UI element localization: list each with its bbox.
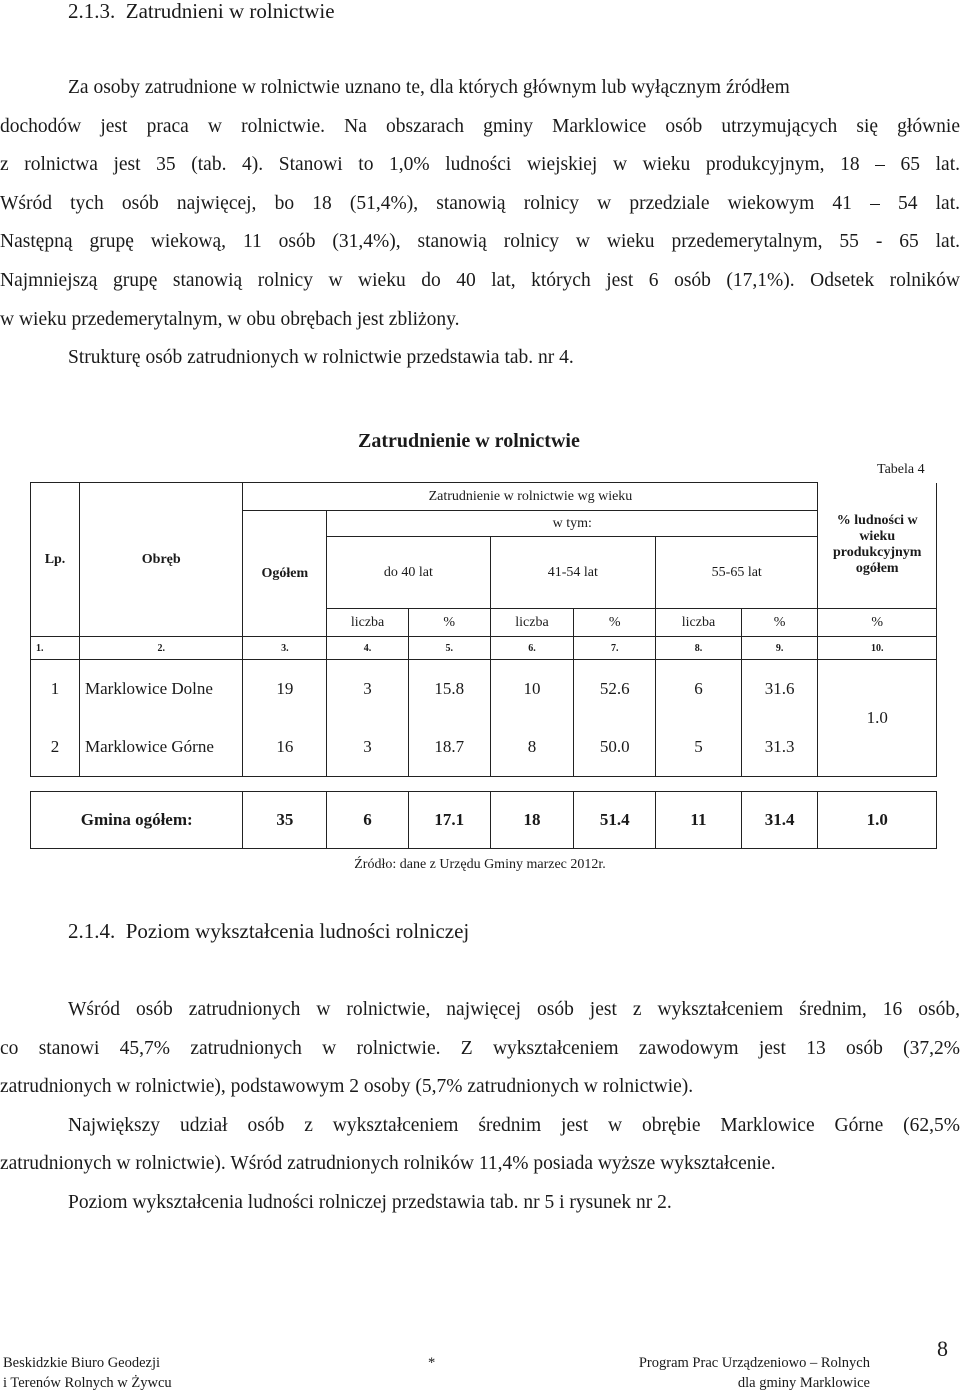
header-w-tym: w tym: xyxy=(327,511,818,537)
cell-value: 50.0 xyxy=(574,718,656,777)
cell-lp: 2 xyxy=(31,718,80,777)
table-source: Źródło: dane z Urzędu Gminy marzec 2012r. xyxy=(354,857,606,872)
header-pct: % xyxy=(818,609,937,637)
footer-left xyxy=(3,1353,172,1393)
total-value: 31.4 xyxy=(741,792,818,849)
table-row xyxy=(31,718,937,777)
cell-value: 31.3 xyxy=(741,718,818,777)
header-pct: % xyxy=(741,609,818,637)
cell-value: 52.6 xyxy=(574,660,656,719)
para-line: Najmniejszą grupę stanowią rolnicy w wieku do 40 lat, których jest 6 osób (17,1%). Odsetek rolników xyxy=(0,269,960,291)
cell-value: 31.6 xyxy=(741,660,818,719)
para-line: Strukturę osób zatrudnionych w rolnictwie przedstawia tab. nr 4. xyxy=(68,347,574,369)
cell-pct-population: 1.0 xyxy=(818,660,937,777)
heading-number: 2.1.4. xyxy=(68,919,116,943)
total-value: 11 xyxy=(656,792,742,849)
footer-company: Beskidzkie Biuro Geodezji xyxy=(3,1355,161,1371)
heading-text: Zatrudnieni w rolnictwie xyxy=(125,0,335,23)
para-line: Wśród tych osób najwięcej, bo 18 (51,4%), stanowią rolnicy w przedziale wiekowym 41 – 54 lat. xyxy=(0,192,960,214)
para-line: Za osoby zatrudnione w rolnictwie uznano te, dla których głównym lub wyłącznym źródłem xyxy=(68,77,790,98)
cell-ogolem: 19 xyxy=(243,660,327,719)
para-line: z rolnictwa jest 35 (tab. 4). Stanowi to 1,0% ludności wiejskiej w wieku produkcyjnym, 18 – 65 lat. xyxy=(0,154,960,176)
cell-value: 18.7 xyxy=(408,718,490,777)
cell-obreb: Marklowice Górne xyxy=(80,718,243,777)
header-pct: % xyxy=(574,609,656,637)
total-value: 17.1 xyxy=(408,792,490,849)
para-line: Największy udział osób z wykształceniem średnim jest w obrębie Marklowice Górne (62,5% xyxy=(68,1114,960,1136)
column-number: 9. xyxy=(741,637,818,660)
section1-paragraph xyxy=(0,69,960,378)
cell-obreb: Marklowice Dolne xyxy=(80,660,243,719)
para-line: zatrudnionych w rolnictwie), podstawowym 2 osoby (5,7% zatrudnionych w rolnictwie). xyxy=(0,1076,694,1098)
header-pct: % xyxy=(408,609,490,637)
column-number: 4. xyxy=(327,637,409,660)
footer-company-sub: i Terenów Rolnych w Żywcu xyxy=(3,1375,172,1391)
total-value: 6 xyxy=(327,792,409,849)
column-number: 1. xyxy=(31,637,80,660)
para-line: co stanowi 45,7% zatrudnionych w rolnictwie. Z wykształceniem zawodowym jest 13 osób (37,2% xyxy=(0,1037,960,1059)
footer-right xyxy=(600,1353,870,1393)
section-heading-2-1-4 xyxy=(68,919,469,944)
header-ogolem: Ogółem xyxy=(243,511,327,637)
cell-value: 3 xyxy=(327,660,409,719)
section-heading-2-1-3 xyxy=(68,0,335,24)
para-line: Następną grupę wiekową, 11 osób (31,4%), stanowią rolnicy w wieku przedemerytalnym, 55 - 65 lat. xyxy=(0,231,960,253)
total-ogolem: 35 xyxy=(243,792,327,849)
total-row xyxy=(31,792,937,849)
column-number: 5. xyxy=(408,637,490,660)
total-pct-population: 1.0 xyxy=(818,792,937,849)
footer-separator: * xyxy=(428,1355,436,1371)
cell-value: 5 xyxy=(656,718,742,777)
cell-value: 6 xyxy=(656,660,742,719)
total-value: 51.4 xyxy=(574,792,656,849)
header-41-54: 41-54 lat xyxy=(490,537,655,609)
heading-number: 2.1.3. xyxy=(68,0,116,23)
column-number: 3. xyxy=(243,637,327,660)
header-liczba: liczba xyxy=(327,609,409,637)
cell-value: 10 xyxy=(490,660,574,719)
header-group: Zatrudnienie w rolnictwie wg wieku xyxy=(243,483,818,511)
footer-program-sub: dla gminy Marklowice xyxy=(737,1375,870,1391)
header-pct-population: % ludności w wieku produkcyjnym ogółem xyxy=(818,483,937,609)
header-do-40: do 40 lat xyxy=(327,537,490,609)
header-lp: Lp. xyxy=(31,483,80,637)
header-liczba: liczba xyxy=(490,609,574,637)
para-line: Poziom wykształcenia ludności rolniczej przedstawia tab. nr 5 i rysunek nr 2. xyxy=(68,1191,672,1213)
header-obreb: Obręb xyxy=(80,483,243,637)
column-number: 10. xyxy=(818,637,937,660)
section2-paragraph xyxy=(0,991,960,1223)
header-liczba: liczba xyxy=(656,609,742,637)
cell-value: 8 xyxy=(490,718,574,777)
column-number: 7. xyxy=(574,637,656,660)
cell-value: 15.8 xyxy=(408,660,490,719)
footer-program: Program Prac Urządzeniowo – Rolnych xyxy=(638,1355,870,1371)
para-line: zatrudnionych w rolnictwie). Wśród zatrudnionych rolników 11,4% posiada wyższe wykształcenie. xyxy=(0,1153,776,1175)
page-number: 8 xyxy=(937,1336,948,1361)
table-title: Zatrudnienie w rolnictwie xyxy=(358,430,580,452)
employment-table xyxy=(30,482,937,849)
column-number: 6. xyxy=(490,637,574,660)
cell-lp: 1 xyxy=(31,660,80,719)
total-label: Gmina ogółem: xyxy=(31,792,243,849)
header-55-65: 55-65 lat xyxy=(656,537,818,609)
para-line: dochodów jest praca w rolnictwie. Na obszarach gminy Marklowice osób utrzymujących się głównie xyxy=(0,115,960,137)
column-number: 8. xyxy=(656,637,742,660)
heading-text: Poziom wykształcenia ludności rolniczej xyxy=(125,919,470,943)
table-row xyxy=(31,660,937,719)
para-line: Wśród osób zatrudnionych w rolnictwie, najwięcej osób jest z wykształceniem średnim, 16 osób, xyxy=(68,999,960,1020)
table-label: Tabela 4 xyxy=(877,462,925,477)
column-number: 2. xyxy=(80,637,243,660)
total-value: 18 xyxy=(490,792,574,849)
cell-ogolem: 16 xyxy=(243,718,327,777)
para-line: w wieku przedemerytalnym, w obu obrębach jest zbliżony. xyxy=(0,308,460,330)
cell-value: 3 xyxy=(327,718,409,777)
